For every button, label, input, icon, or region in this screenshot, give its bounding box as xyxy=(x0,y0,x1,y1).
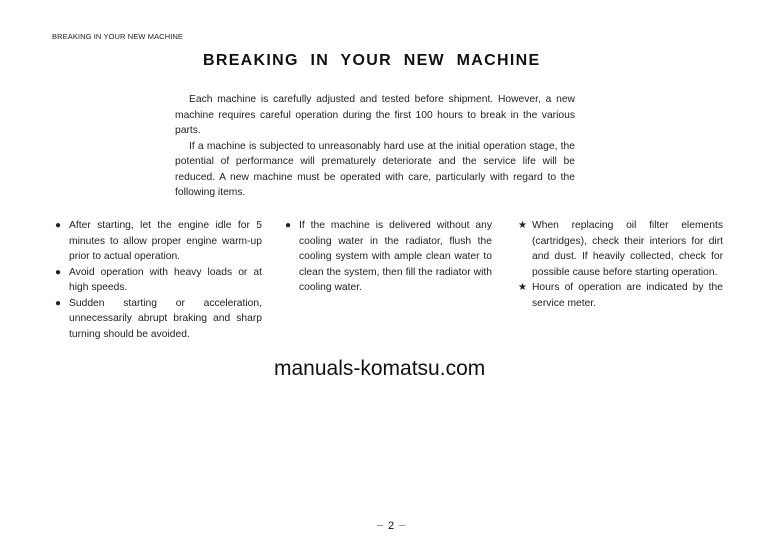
star-list xyxy=(518,218,723,311)
bullet-icon: ● xyxy=(55,297,62,309)
running-head: BREAKING IN YOUR NEW MACHINE xyxy=(52,32,184,41)
intro-paragraph: Each machine is carefully adjusted and tested before shipment. However, a new machine requires careful operation during the first 100 hours to break in the various parts. xyxy=(175,94,575,136)
list-item xyxy=(285,218,492,296)
page-number-dash: — xyxy=(399,523,406,530)
bullet-list xyxy=(285,218,492,296)
bullet-icon: ● xyxy=(285,220,292,231)
page-number-value: 2 xyxy=(388,520,395,532)
column-middle xyxy=(285,218,492,296)
star-icon: ★ xyxy=(518,220,527,231)
star-icon: ★ xyxy=(518,282,527,293)
intro-paragraph: If a machine is subjected to unreasonably hard use at the initial operation stage, the potential of performance will prematurely deteriorate and the service life will be reduced. A new machine must be operated with care, particularly with regard to the following items. xyxy=(175,140,575,198)
bullet-icon: ● xyxy=(55,220,62,231)
page-title: BREAKING IN YOUR NEW MACHINE xyxy=(203,52,541,69)
page-number xyxy=(372,520,410,532)
bullet-list xyxy=(55,218,262,342)
page-number-dash: — xyxy=(377,523,383,530)
list-item xyxy=(518,280,723,311)
list-item-text: Hours of operation are indicated by the service meter. xyxy=(532,282,723,309)
list-item xyxy=(55,265,262,296)
list-item xyxy=(55,218,262,265)
bullet-icon: ● xyxy=(55,266,62,278)
list-item-text: Avoid operation with heavy loads or at high speeds. xyxy=(69,266,262,293)
list-item xyxy=(55,296,262,343)
list-item-text: When replacing oil filter elements (cartridges), check their interiors for dirt and dust. If heavily collected, check for possible cause before starting operation. xyxy=(532,220,723,278)
watermark: manuals-komatsu.com xyxy=(274,357,486,380)
intro-section xyxy=(175,92,575,201)
column-left xyxy=(55,218,262,342)
list-item-text: Sudden starting or acceleration, unnecessarily abrupt braking and sharp turning should be avoided. xyxy=(69,297,262,340)
list-item xyxy=(518,218,723,280)
column-right xyxy=(518,218,723,311)
list-item-text: If the machine is delivered without any cooling water in the radiator, flush the cooling system with ample clean water to clean the system, then fill the radiator with cooling water. xyxy=(299,220,492,293)
list-item-text: After starting, let the engine idle for 5 minutes to allow proper engine warm-up prior to actual operation. xyxy=(69,220,262,262)
